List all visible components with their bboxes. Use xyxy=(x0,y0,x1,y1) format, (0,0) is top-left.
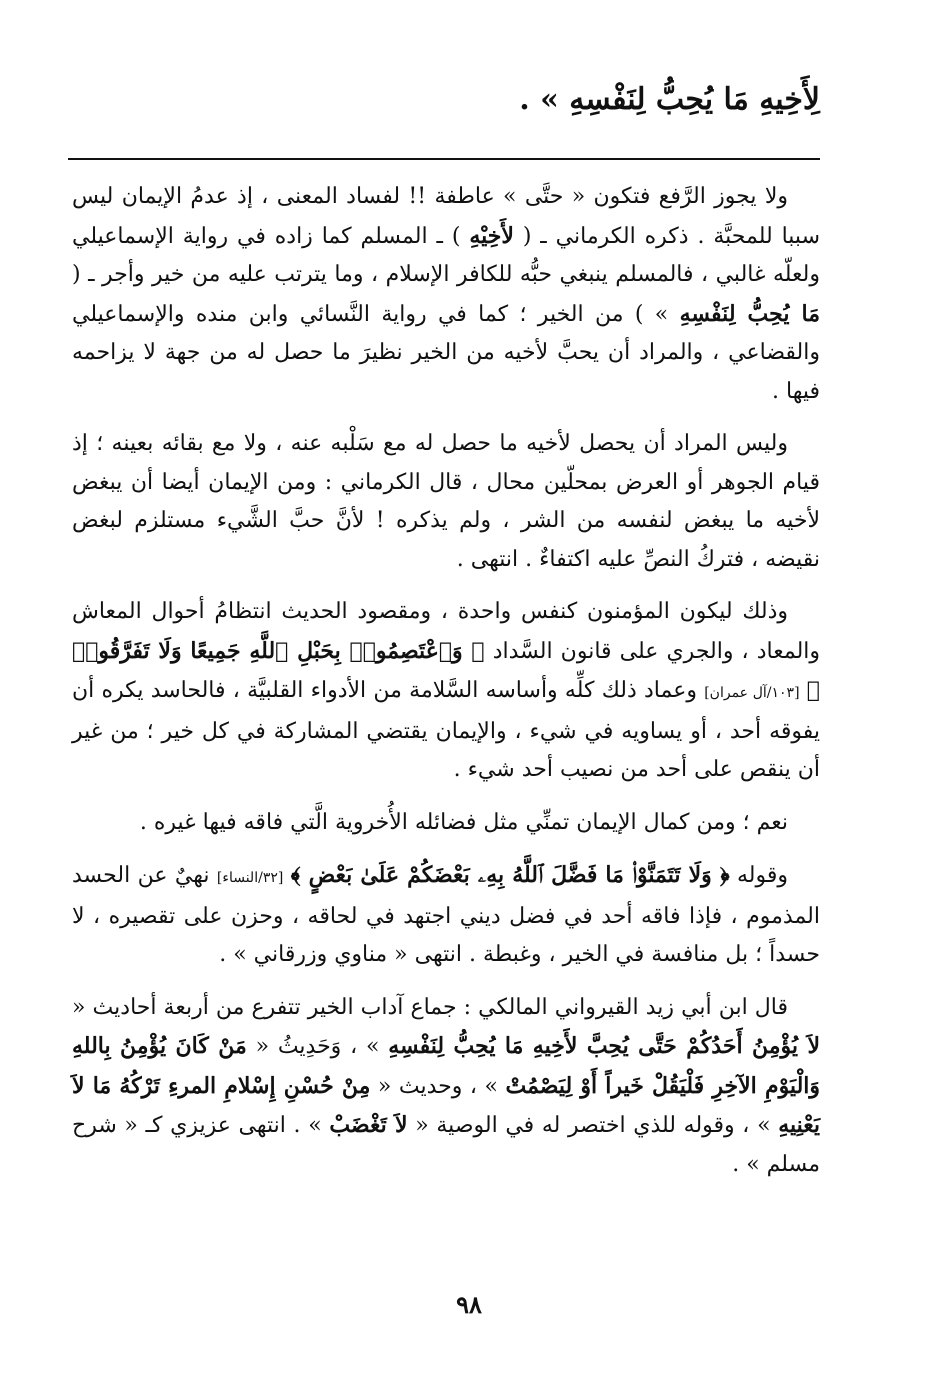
text-segment: وعماد ذلك كلِّه وأساسه السَّلامة من الأدواء القلبيَّة ، فالحاسد يكره أن يفوقه أحد ، أو يساويه في شيء ، والإيمان يقتضي المشاركة في كل خير ؛ من غير أن ينقص على أحد من نصيب أحد شيء . xyxy=(72,678,820,782)
header-text: لِأَخِيهِ مَا يُحِبُّ لِنَفْسِهِ » . xyxy=(519,82,820,117)
text-segment: » ) من الخير ؛ كما في رواية النَّسائي وابن منده والإسماعيلي والقضاعي ، والمراد أن يحبَّ لأخيه من الخير نظيرَ ما حصل له من جهة لا يزاحمه فيها . xyxy=(72,301,820,404)
text-segment: ) ـ المسلم كما زاده في رواية الإسماعيلي ولعلّه غالبي ، فالمسلم ينبغي حبُّه للكافر الإسلام ، وما يترتب عليه من خير وأجر ـ ( xyxy=(72,223,820,287)
text-segment xyxy=(800,678,807,703)
text-segment: » . انتهى عزيزي كـ « شرح مسلم » . xyxy=(72,1113,820,1177)
text-segment: ولا يجوز الرَّفع فتكون « حتَّى » عاطفة !! لفساد المعنى ، إذ عدمُ الإيمان ليس سببا للمحبَّة . ذكره الكرماني ـ ( xyxy=(72,184,821,249)
paragraph xyxy=(72,856,820,975)
quoted-text: لأَخِيْهِ xyxy=(469,222,514,249)
quoted-text: ﴿ وَلَا تَتَمَنَّوْا۟ مَا فَضَّلَ ٱللَّهُ بِهِۦ بَعْضَكُمْ عَلَىٰ بَعْضٍ ﴾ xyxy=(290,862,730,888)
paragraph xyxy=(72,425,820,579)
paragraph xyxy=(72,989,820,1185)
verse-reference: [١٠٣/آل عمران] xyxy=(704,685,800,701)
page-number: ٩٨ xyxy=(456,1290,482,1319)
header-divider xyxy=(68,158,820,160)
quoted-text: لاَ تَغْضَبْ xyxy=(329,1112,408,1138)
text-segment: وذلك ليكون المؤمنون كنفس واحدة ، ومقصود الحديث انتظامُ أحوال المعاش والمعاد ، والجري على قانون السَّداد xyxy=(72,599,821,664)
quoted-text: مَنْ كَانَ يُؤْمِنُ بِاللهِ وَالْيَوْمِ الآخِرِ فَلْيَقُلْ خَيراً أَوْ لِيَصْمُتْ xyxy=(72,1033,821,1099)
quoted-text: مِنْ حُسْنِ إِسْلامِ المرءِ تَرْكُهُ مَا لاَ يَعْنِيهِ xyxy=(72,1072,820,1138)
paragraph xyxy=(72,804,820,843)
text-segment xyxy=(283,863,290,888)
quoted-text: ﴿ وَٱعْتَصِمُوا۟ بِحَبْلِ ٱللَّهِ جَمِيعًا وَلَا تَفَرَّقُوا۟ ﴾ xyxy=(72,637,820,703)
text-segment: قال ابن أبي زيد القيرواني المالكي : جماع آداب الخير تتفرع من أربعة أحاديث « xyxy=(72,994,788,1020)
paragraph xyxy=(72,178,820,411)
text-segment: نعم ؛ ومن كمال الإيمان تمنِّي مثل فضائله الأُخروية الَّتي فاقه فيها غيره . xyxy=(139,809,788,835)
text-segment: وليس المراد أن يحصل لأخيه ما حصل له مع سَلْبه عنه ، ولا مع بقائه بعينه ؛ إذ قيام الجوهر أو العرض بمحلّين محال ، قال الكرماني : ومن الإيمان أيضا أن يبغض لأخيه ما يبغض لنفسه من الشر ، ولم يذكره ! لأنَّ حبَّ الشَّيء مستلزم لبغض نقيضه ، فتركُ النصِّ عليه اكتفاءٌ . انتهى . xyxy=(72,431,820,572)
quoted-text: مَا يُحِبُّ لِنَفْسِهِ xyxy=(679,300,820,327)
body-text xyxy=(72,178,820,1198)
quoted-text: لاَ يُؤْمِنُ أَحَدُكُمْ حَتَّى يُحِبَّ لأَخِيهِ مَا يُحِبُّ لِنَفْسِهِ xyxy=(388,1033,821,1059)
text-segment: » ، وحديث « xyxy=(370,1073,506,1099)
text-segment: » ، وَحَدِيثُ « xyxy=(246,1034,389,1059)
text-segment: نهيٌ عن الحسد المذموم ، فإذا فاقه أحد في فضل ديني اجتهد في لحاقه ، وحزن على تقصيره ، لا حسداً ؛ بل منافسة في الخير ، وغبطة . انتهى « مناوي وزرقاني » . xyxy=(72,863,820,967)
paragraph xyxy=(72,593,820,790)
verse-reference: [٣٢/النساء] xyxy=(216,870,284,886)
text-segment: » ، وقوله للذي اختصر له في الوصية « xyxy=(407,1113,779,1138)
text-segment: وقوله xyxy=(729,863,788,888)
